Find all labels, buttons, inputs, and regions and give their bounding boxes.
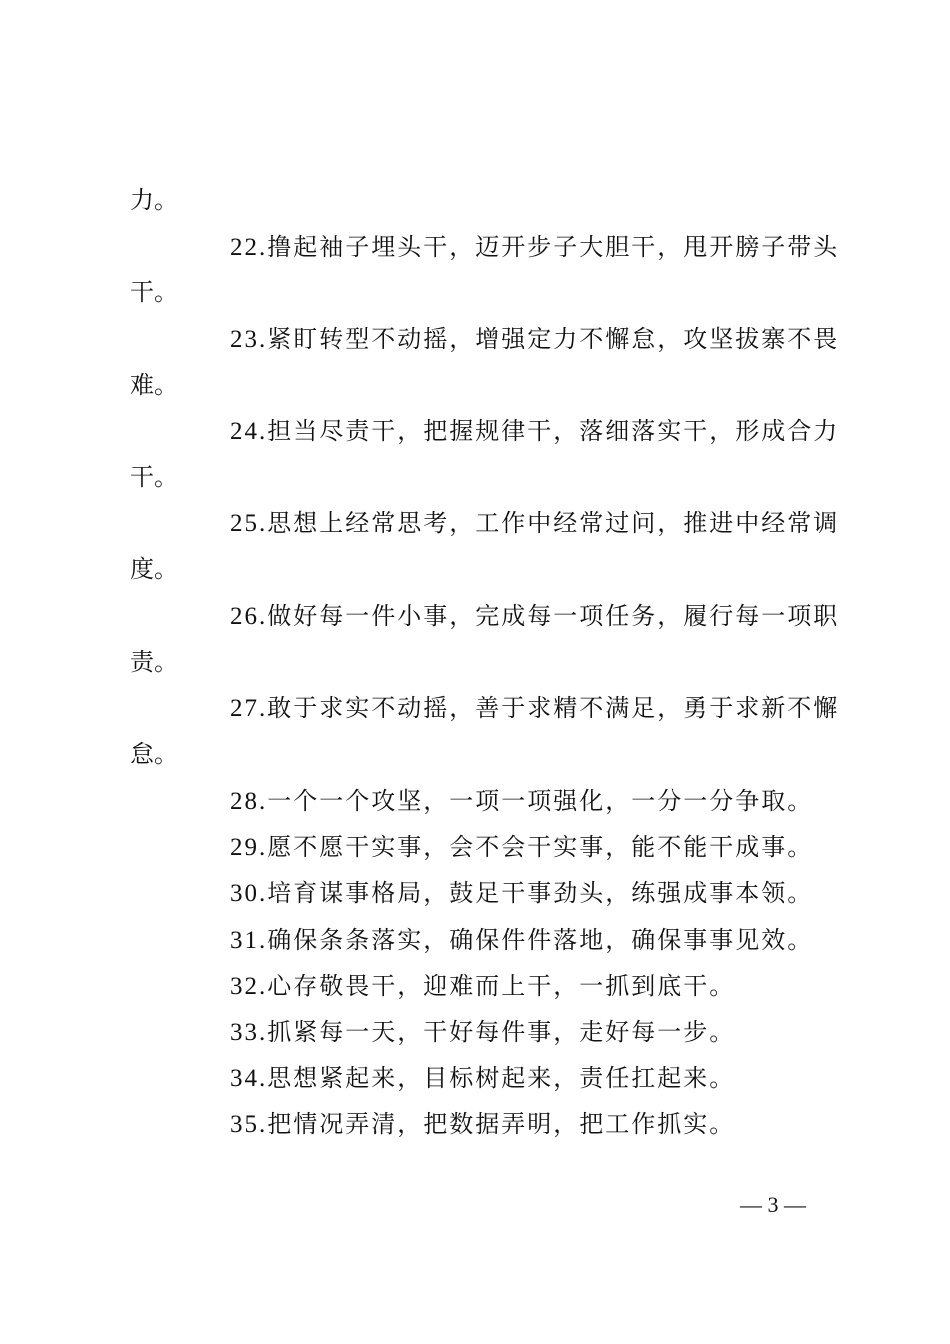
item-text: 确保条条落实，确保件件落地，确保事事见效。 <box>267 926 814 954</box>
item-number: 25. <box>230 510 268 537</box>
page-number: — 3 — <box>740 1192 806 1217</box>
list-item-27 <box>230 688 840 728</box>
list-item-25 <box>230 503 840 543</box>
item-number: 29. <box>230 834 268 861</box>
item-text: 敢于求实不动摇，善于求精不满足，勇于求新不懈 <box>267 694 840 722</box>
list-item-35 <box>230 1104 735 1144</box>
list-item-31 <box>230 920 813 960</box>
item-text: 思想上经常思考，工作中经常过问，推进中经常调 <box>267 509 840 537</box>
item-continuation: 干。 <box>130 278 178 306</box>
item-text: 做好每一件小事，完成每一项任务，履行每一项职 <box>267 602 840 630</box>
item-continuation: 干。 <box>130 463 178 491</box>
list-item-26 <box>230 596 840 636</box>
item-text: 撸起袖子埋头干，迈开步子大胆干，甩开膀子带头 <box>267 233 840 261</box>
item-number: 32. <box>230 973 268 1000</box>
continuation-line: 力。 <box>130 186 178 214</box>
item-number: 34. <box>230 1065 268 1092</box>
item-number: 26. <box>230 603 268 630</box>
item-continuation: 责。 <box>130 648 178 676</box>
item-continuation: 怠。 <box>130 740 178 768</box>
item-text: 愿不愿干实事，会不会干实事，能不能干成事。 <box>267 833 814 861</box>
item-continuation: 度。 <box>130 555 178 583</box>
item-number: 33. <box>230 1019 268 1046</box>
list-item-34 <box>230 1058 735 1098</box>
list-item-24 <box>230 411 840 451</box>
item-number: 22. <box>230 234 268 261</box>
item-text: 担当尽责干，把握规律干，落细落实干，形成合力 <box>267 417 840 445</box>
item-text: 一个一个攻坚，一项一项强化，一分一分争取。 <box>267 787 814 815</box>
item-number: 24. <box>230 418 268 445</box>
item-number: 28. <box>230 788 268 815</box>
item-continuation: 难。 <box>130 371 178 399</box>
item-text: 抓紧每一天，干好每件事，走好每一步。 <box>267 1018 736 1046</box>
item-number: 27. <box>230 695 268 722</box>
list-item-32 <box>230 966 735 1006</box>
item-text: 心存敬畏干，迎难而上干，一抓到底干。 <box>267 972 736 1000</box>
item-text: 紧盯转型不动摇，增强定力不懈怠，攻坚拔寨不畏 <box>267 325 840 353</box>
item-text: 培育谋事格局，鼓足干事劲头，练强成事本领。 <box>267 879 814 907</box>
item-number: 30. <box>230 880 268 907</box>
item-number: 23. <box>230 326 268 353</box>
list-item-29 <box>230 827 813 867</box>
item-text: 思想紧起来，目标树起来，责任扛起来。 <box>267 1064 736 1092</box>
list-item-28 <box>230 781 813 821</box>
list-item-23 <box>230 319 840 359</box>
item-number: 35. <box>230 1111 268 1138</box>
list-item-22 <box>230 227 840 267</box>
list-item-33 <box>230 1012 735 1052</box>
item-number: 31. <box>230 927 268 954</box>
item-text: 把情况弄清，把数据弄明，把工作抓实。 <box>267 1110 736 1138</box>
list-item-30 <box>230 873 813 913</box>
